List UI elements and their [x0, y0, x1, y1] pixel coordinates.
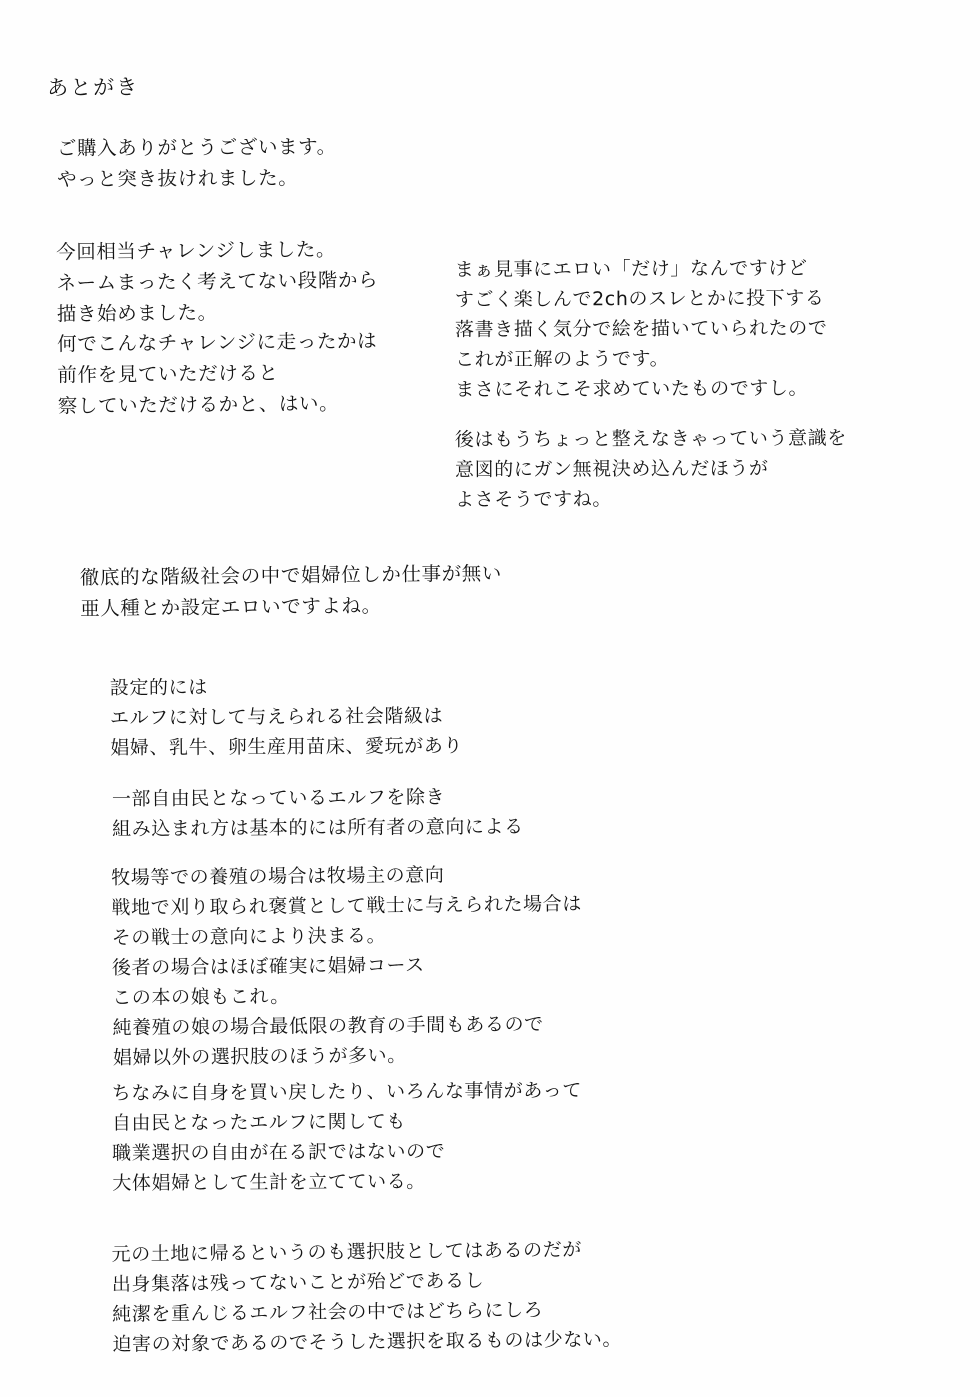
challenge-left-block: 今回相当チャレンジしました。 ネームまったく考えてない段階から 描き始めました。 何でこんなチャレンジに走ったかは 前作を見ていただけると 察していただけるかと、はい。: [56, 237, 379, 418]
challenge-right-block-1: まぁ見事にエロい「だけ」なんですけど すごく楽しんで2chのスレとかに投下する 落書き描く気分で絵を描いていられたので これが正解のようです。 まさにそれこそ求めていたものですし。: [454, 257, 828, 401]
setting-block-4: ちなみに自身を買い戻したり、いろんな事情があって 自由民となったエルフに関しても 職業選択の自由が在る訳ではないので 大体娼婦として生計を立てている。: [111, 1079, 583, 1195]
challenge-right-block-2: 後はもうちょっと整えなきゃっていう意識を 意図的にガン無視決め込んだほうが よさそうですね。: [454, 427, 847, 511]
setting-block-1: 設定的には エルフに対して与えられる社会階級は 娼婦、乳牛、卵生産用苗床、愛玩があり: [109, 676, 464, 760]
setting-block-5: 元の土地に帰るというのも選択肢としてはあるのだが 出身集落は残ってないことが殆どであるし 純潔を重んじるエルフ社会の中ではどちらにしろ 迫害の対象であるのでそうした選択を取るものは少ない。: [111, 1238, 623, 1356]
setting-block-2: 一部自由民となっているエルフを除き 組み込まれ方は基本的には所有者の意向による: [111, 786, 524, 841]
setting-hook-block: 徹底的な階級社会の中で娼婦位しか仕事が無い 亜人種とか設定エロいですよね。: [79, 561, 503, 621]
greeting-block: ご購入ありがとうございます。 やっと突き抜けれました。: [56, 135, 337, 191]
page-title: あとがき: [47, 75, 140, 100]
setting-block-3: 牧場等での養殖の場合は牧場主の意向 戦地で刈り取られ褒賞として戦士に与えられた場合は その戦士の意向により決まる。 後者の場合はほぼ確実に娼婦コース この本の娘もこれ。 純養殖の娘の場合最低限の教育の手間もあるので 娼婦以外の選択肢のほうが多い。: [111, 864, 582, 1070]
